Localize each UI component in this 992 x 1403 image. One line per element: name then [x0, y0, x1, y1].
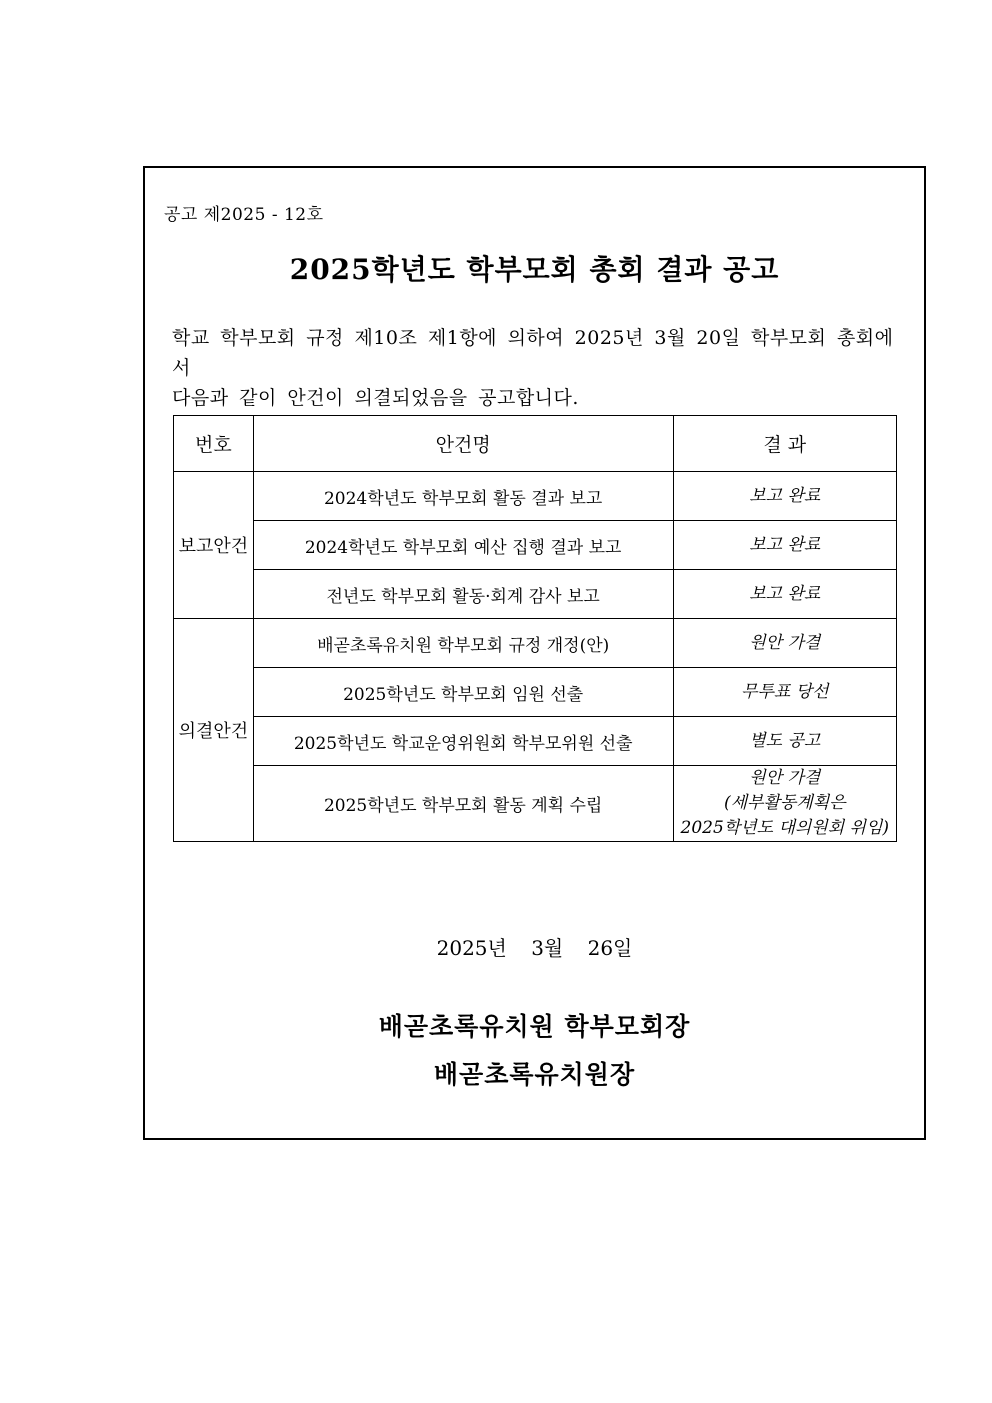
page-title: 2025학년도 학부모회 총회 결과 공고 — [289, 253, 780, 286]
agenda-name: 전년도 학부모회 활동·회계 감사 보고 — [253, 570, 673, 619]
result-line: 보고 완료 — [749, 534, 821, 555]
agenda-result — [673, 521, 896, 570]
notice-number: 공고 제2025 - 12호 — [164, 205, 324, 225]
signer-parent-association: 배곧초록유치원 학부모회장 — [378, 1012, 691, 1041]
header-number: 번호 — [174, 416, 254, 472]
table-header-row — [174, 416, 897, 472]
intro-line-1: 학교 학부모회 규정 제10조 제1항에 의하여 2025년 3월 20일 학부모회 총회에서 — [172, 327, 894, 379]
intro-line-2: 다음과 같이 안건이 의결되었음을 공고합니다. — [172, 387, 579, 409]
result-line: 무투표 당선 — [741, 681, 829, 702]
table-row — [174, 472, 897, 521]
header-result: 결 과 — [673, 416, 896, 472]
table-row — [174, 717, 897, 766]
table-row — [174, 668, 897, 717]
table-row — [174, 521, 897, 570]
result-line: 별도 공고 — [749, 730, 821, 751]
agenda-name: 2025학년도 학부모회 임원 선출 — [253, 668, 673, 717]
table-row — [174, 619, 897, 668]
agenda-result — [673, 472, 896, 521]
table-row — [174, 766, 897, 842]
result-line: 원안 가결 — [749, 768, 821, 788]
result-line: 2025학년도 대의원회 위임) — [680, 818, 890, 838]
agenda-name: 2024학년도 학부모회 활동 결과 보고 — [253, 472, 673, 521]
agenda-name: 배곧초록유치원 학부모회 규정 개정(안) — [253, 619, 673, 668]
agenda-name: 2025학년도 학교운영위원회 학부모위원 선출 — [253, 717, 673, 766]
agenda-name: 2025학년도 학부모회 활동 계획 수립 — [253, 766, 673, 842]
intro-paragraph — [172, 323, 912, 413]
group-label-report: 보고안건 — [174, 472, 254, 619]
agenda-result — [673, 570, 896, 619]
table-row — [174, 570, 897, 619]
agenda-table — [173, 415, 897, 842]
agenda-result — [673, 619, 896, 668]
header-agenda-name: 안건명 — [253, 416, 673, 472]
agenda-result — [673, 766, 896, 842]
result-line: 원안 가결 — [749, 632, 821, 653]
signer-principal: 배곧초록유치원장 — [433, 1060, 636, 1089]
agenda-result — [673, 668, 896, 717]
result-line: 보고 완료 — [749, 583, 821, 604]
notice-date: 2025년 3월 26일 — [436, 936, 633, 960]
result-line: 보고 완료 — [749, 485, 821, 506]
group-label-resolution: 의결안건 — [174, 619, 254, 842]
result-line: (세부활동계획은 — [723, 793, 846, 813]
agenda-name: 2024학년도 학부모회 예산 집행 결과 보고 — [253, 521, 673, 570]
agenda-result — [673, 717, 896, 766]
